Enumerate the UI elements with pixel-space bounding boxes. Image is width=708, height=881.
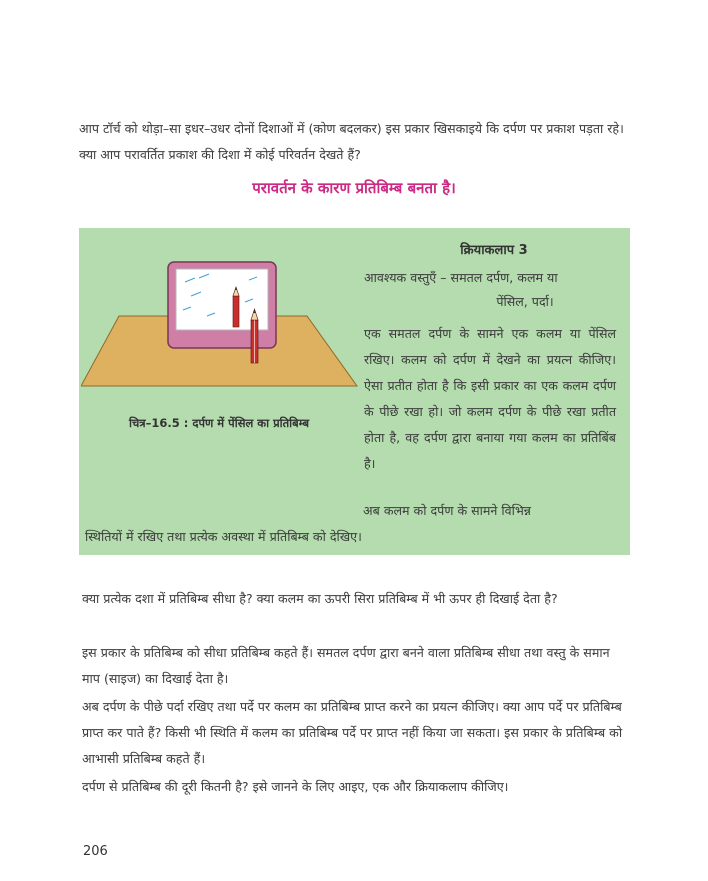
intro-paragraph: आप टॉर्च को थोड़ा–सा इधर–उधर दोनों दिशाओं में (कोण बदलकर) इस प्रकार खिसकाइये कि दर्पण पर प्रकाश पड़ता रहे। क्या आप परावर्तित प्रकाश की दिशा में कोई परिवर्तन देखते हैं? [79, 121, 624, 162]
question-paragraph: क्या प्रत्येक दशा में प्रतिबिम्ब सीधा है? क्या कलम का ऊपरी सिरा प्रतिबिम्ब में भी ऊपर ही दिखाई देता है? [82, 591, 558, 606]
virtual-image-paragraph: अब दर्पण के पीछे पर्दा रखिए तथा पर्दे पर कलम का प्रतिबिम्ब प्राप्त करने का प्रयत्न कीजिए। क्या आप पर्दे पर प्रतिबिम्ब प्राप्त कर पाते हैं? किसी भी स्थिति में कलम का प्रतिबिम्ब पर्दे पर प्राप्त नहीं किया जा सकता। इस प्रकार के प्रतिबिम्ब को आभासी प्रतिबिम्ब कहते हैं। [82, 699, 623, 766]
next-activity-paragraph: दर्पण से प्रतिबिम्ब की दूरी कितनी है? इसे जानने के लिए आइए, एक और क्रियाकलाप कीजिए। [82, 779, 509, 794]
pencil-image-in-mirror [233, 287, 239, 327]
materials-line-2: पेंसिल, पर्दा। [496, 294, 554, 309]
mirror-pencil-illustration [81, 258, 363, 408]
page-number: 206 [83, 844, 108, 859]
final-instruction-rest: स्थितियों में रखिए तथा प्रत्येक अवस्था में प्रतिबिम्ब को देखिए। [85, 529, 362, 544]
final-instruction-lead: अब कलम को दर्पण के सामने विभिन्न [363, 503, 531, 518]
materials-line-1: आवश्यक वस्तुएँ – समतल दर्पण, कलम या [364, 270, 558, 285]
activity-body: एक समतल दर्पण के सामने एक कलम या पेंसिल रखिए। कलम को दर्पण में देखने का प्रयत्न कीजिए। ऐसा प्रतीत होता है कि इसी प्रकार का एक कलम दर्पण के पीछे रखा हो। जो कलम दर्पण के पीछे रखा प्रतीत होता है, वह दर्पण द्वारा बनाया गया कलम का प्रतिबिंब है। [364, 326, 616, 471]
activity-final-instruction [85, 498, 615, 550]
figure-caption: चित्र–16.5 : दर्पण में पेंसिल का प्रतिबिम्ब [128, 416, 310, 430]
pencil-object [251, 309, 258, 363]
activity-box [79, 228, 630, 555]
section-heading: परावर्तन के कारण प्रतिबिम्ब बनता है। [252, 179, 456, 197]
activity-materials [364, 266, 616, 314]
activity-title: क्रियाकलाप 3 [460, 243, 528, 258]
upright-image-paragraph: इस प्रकार के प्रतिबिम्ब को सीधा प्रतिबिम्ब कहते हैं। समतल दर्पण द्वारा बनने वाला प्रतिबिम्ब सीधा तथा वस्तु के समान माप (साइज) का दिखाई देता है। [82, 645, 610, 686]
